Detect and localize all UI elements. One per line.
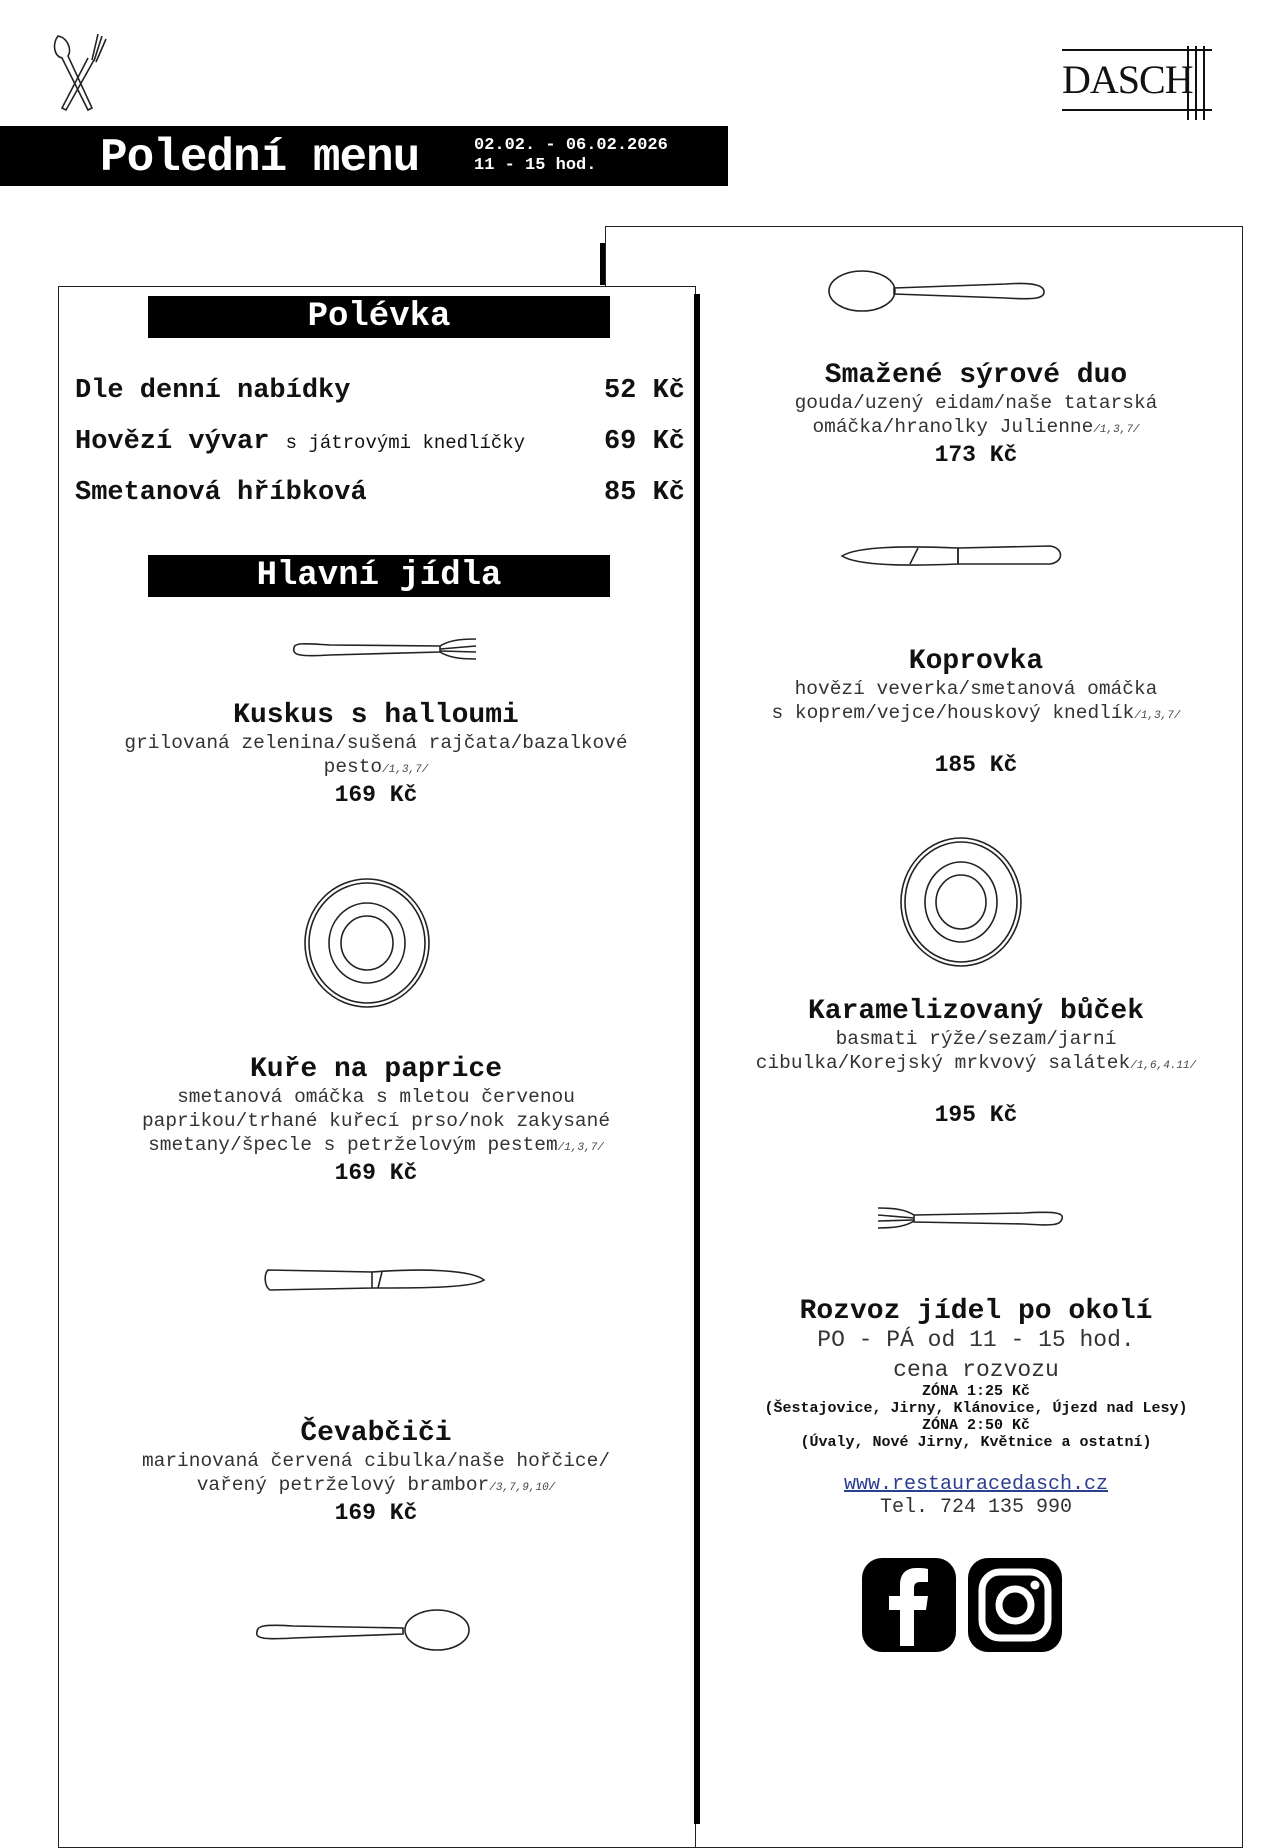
brand-logo: [1062, 46, 1222, 120]
dish-price: 169 Kč: [334, 1160, 418, 1186]
dish-card: [58, 1054, 694, 1186]
knife-icon: [262, 1260, 488, 1300]
dish-price: 195 Kč: [934, 1102, 1018, 1128]
dish-desc-line: grilovaná zelenina/sušená rajčata/bazalkové: [124, 732, 628, 754]
soup-name: Hovězí vývar: [75, 427, 270, 457]
spoon-icon: [253, 1606, 471, 1654]
allergen-codes: /1,3,7/: [1093, 424, 1140, 436]
soup-item: [75, 376, 685, 410]
dish-name: Koprovka: [908, 646, 1044, 677]
dish-name: Kuře na paprice: [249, 1054, 503, 1085]
website-link[interactable]: www.restauracedasch.cz: [843, 1473, 1109, 1496]
soup-item: [75, 427, 685, 461]
facebook-icon[interactable]: [862, 1558, 956, 1652]
dish-desc-line: pesto: [323, 756, 383, 778]
soup-item: [75, 478, 685, 512]
date-range: 02.02. - 06.02.2026: [474, 136, 668, 155]
dish-desc-line: marinovaná červená cibulka/naše hořčice/: [141, 1450, 611, 1472]
dish-name: Kuskus s halloumi: [233, 700, 519, 731]
dish-desc-line: gouda/uzený eidam/naše tatarská: [794, 392, 1158, 414]
dish-desc-line: basmati rýže/sezam/jarní: [835, 1028, 1117, 1050]
plate-icon: [300, 875, 434, 1011]
soup-price: 85 Kč: [603, 478, 685, 508]
brand-name: DASCH: [1062, 57, 1193, 102]
allergen-codes: /1,6,4.11/: [1130, 1060, 1197, 1072]
fork-icon: [874, 1202, 1066, 1236]
spoon-icon: [826, 268, 1048, 314]
allergen-codes: /3,7,9,10/: [489, 1482, 556, 1494]
delivery-zone-2-places: (Úvaly, Nové Jirny, Květnice a ostatní): [800, 1434, 1152, 1451]
serving-hours: 11 - 15 hod.: [474, 156, 597, 175]
cutlery-logo-icon: [48, 30, 108, 115]
soup-price: 52 Kč: [603, 376, 685, 406]
panel-shadow: [694, 294, 700, 1824]
dish-desc-line: hovězí veverka/smetanová omáčka: [794, 678, 1158, 700]
instagram-icon[interactable]: [968, 1558, 1062, 1652]
dish-card: [706, 996, 1246, 1128]
phone-number: Tel. 724 135 990: [879, 1496, 1073, 1519]
dish-desc-line: s koprem/vejce/houskový knedlík: [771, 702, 1135, 724]
facebook-glyph: [862, 1558, 956, 1652]
delivery-hours: PO - PÁ od 11 - 15 hod.: [817, 1327, 1135, 1353]
dish-card: [726, 360, 1226, 468]
dish-desc-line: smetany/špecle s petrželovým pestem: [148, 1134, 558, 1156]
soup-name: Smetanová hříbková: [75, 478, 367, 508]
allergen-codes: /1,3,7/: [557, 1142, 604, 1154]
dish-name: Karamelizovaný bůček: [807, 996, 1145, 1027]
allergen-codes: /1,3,7/: [1134, 710, 1181, 722]
delivery-zone-2: ZÓNA 2:50 Kč: [921, 1417, 1031, 1434]
delivery-zone-1: ZÓNA 1:25 Kč: [921, 1383, 1031, 1400]
soup-price: 69 Kč: [603, 427, 685, 457]
dish-name: Smažené sýrové duo: [824, 360, 1128, 391]
dish-price: 185 Kč: [934, 752, 1018, 778]
dish-desc-line: omáčka/hranolky Julienne: [812, 416, 1094, 438]
delivery-price-label: cena rozvozu: [893, 1357, 1059, 1383]
soup-heading: Polévka: [148, 296, 610, 338]
dish-desc-line: vařený petrželový brambor: [196, 1474, 490, 1496]
mains-heading: Hlavní jídla: [148, 555, 610, 597]
dish-card: [706, 646, 1246, 778]
knife-icon: [838, 538, 1066, 574]
soup-note: s játrovými knedlíčky: [285, 432, 526, 454]
dish-price: 173 Kč: [934, 442, 1018, 468]
delivery-title: Rozvoz jídel po okolí: [799, 1296, 1153, 1327]
plate-icon: [897, 834, 1025, 970]
dish-price: 169 Kč: [334, 782, 418, 808]
fork-icon: [290, 633, 480, 667]
allergen-codes: /1,3,7/: [382, 764, 429, 776]
dish-desc-line: smetanová omáčka s mletou červenou: [177, 1086, 575, 1108]
delivery-info: [706, 1296, 1246, 1519]
instagram-glyph: [968, 1558, 1062, 1652]
dish-card: [58, 1418, 694, 1526]
delivery-zone-1-places: (Šestajovice, Jirny, Klánovice, Újezd nad Lesy): [764, 1400, 1188, 1417]
page-title: Polední menu: [100, 132, 420, 184]
soup-name: Dle denní nabídky: [75, 376, 351, 406]
dish-card: [58, 700, 694, 808]
dish-price: 169 Kč: [334, 1500, 418, 1526]
dish-name: Čevabčiči: [300, 1418, 452, 1449]
menu-period: [474, 136, 668, 176]
dish-desc-line: cibulka/Korejský mrkvový salátek: [755, 1052, 1131, 1074]
dish-desc-line: paprikou/trhané kuřecí prso/nok zakysané: [141, 1110, 611, 1132]
